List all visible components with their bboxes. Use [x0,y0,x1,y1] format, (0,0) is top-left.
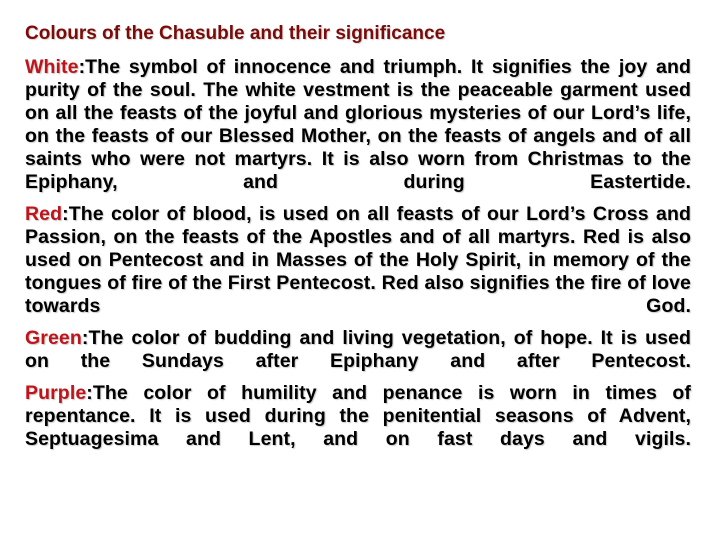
section-red-text: The color of blood, is used on all feasts of our Lord’s Cross and Passion, on the feasts of the Apostles and of all martyrs. Red is also used on Pentecost and in Masses of the Holy Spirit, in memory of the tongues of fire of the First Pentecost. Red also signifies the fire of love towards God. [25,203,691,317]
term-colon: : [81,327,89,349]
section-purple-text: The color of humility and penance is worn in times of repentance. It is used during the penitential seasons of Advent, Septuagesima and Lent, and on fast days and vigils. [25,382,691,450]
term-colon: : [86,382,93,404]
section-white [25,56,691,194]
term-white: White [25,56,79,78]
term-green: Green [25,327,82,349]
section-red [25,203,691,318]
term-colon: : [78,56,86,78]
slide [25,22,691,460]
term-colon: : [62,203,69,225]
section-green-text: The color of budding and living vegetation, of hope. It is used on the Sundays after Epiphany and after Pentecost. [25,327,691,372]
term-purple: Purple [25,382,87,404]
section-green [25,327,691,373]
section-white-text: The symbol of innocence and triumph. It signifies the joy and purity of the soul. The white vestment is the peaceable garment used on all the feasts of the joyful and glorious mysteries of our Lord’s life, on the feasts of our Blessed Mother, on the feasts of angels and of all saints who were not martyrs. It is also worn from Christmas to the Epiphany, and during Eastertide. [25,56,691,193]
term-red: Red [25,203,63,225]
section-purple [25,382,691,451]
slide-title: Colours of the Chasuble and their significance [25,23,446,44]
